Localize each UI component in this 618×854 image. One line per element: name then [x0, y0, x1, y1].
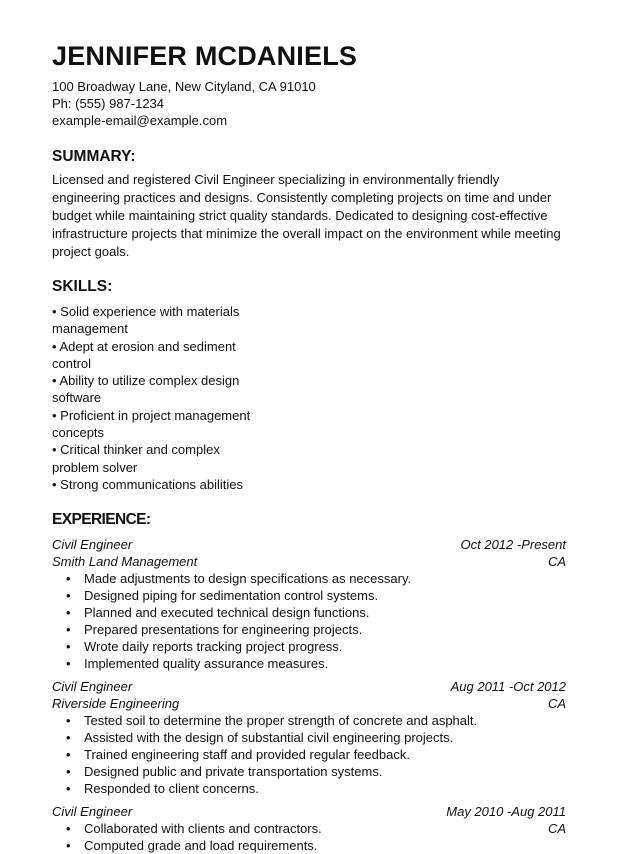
- job-duties: [52, 712, 566, 797]
- job-location: CA: [547, 696, 566, 712]
- phone: Ph: (555) 987-1234: [52, 96, 165, 111]
- job-duty: • Designed public and private transportation systems.: [66, 763, 566, 780]
- skill-item: • Critical thinker and complex problem solver: [52, 442, 220, 475]
- job-company: Riverside Engineering: [52, 696, 180, 712]
- job-entry: [52, 536, 566, 672]
- job-duty: • Wrote daily reports tracking project progress.: [66, 638, 566, 655]
- experience-list: [52, 536, 566, 854]
- job-duty: • Made adjustments to design specifications as necessary.: [66, 570, 566, 587]
- job-duty: • Collaborated with clients and contractors.: [66, 820, 566, 837]
- job-title: Civil Engineer: [52, 537, 133, 553]
- job-duty: • Computed grade and load requirements.: [66, 837, 566, 854]
- job-duty: • Prepared presentations for engineering projects.: [66, 621, 566, 638]
- job-entry: [52, 678, 566, 797]
- job-entry: [52, 803, 566, 854]
- job-dates: May 2010 -Aug 2011: [446, 804, 566, 820]
- skill-item: • Solid experience with materials management: [52, 304, 240, 337]
- job-duties: [52, 570, 566, 672]
- job-location: CA: [547, 821, 566, 837]
- summary-heading: SUMMARY:: [52, 148, 136, 165]
- address: 100 Broadway Lane, New Cityland, CA 91010: [52, 79, 316, 94]
- job-duty: • Assisted with the design of substantial civil engineering projects.: [66, 729, 566, 746]
- job-dates: Aug 2011 -Oct 2012: [450, 679, 566, 695]
- job-duty: • Tested soil to determine the proper strength of concrete and asphalt.: [66, 712, 566, 729]
- job-title: Civil Engineer: [52, 804, 133, 820]
- job-dates: Oct 2012 -Present: [460, 537, 566, 553]
- job-duty: • Designed piping for sedimentation control systems.: [66, 587, 566, 604]
- summary-text: Licensed and registered Civil Engineer specializing in environmentally friendly engineering practices and designs. Consistently completing projects on time and under budget while maintaining strict quality standards. Dedicated to designing cost-effective infrastructure projects that minimize the overall impact on the environment while meeting project goals.: [52, 172, 561, 259]
- job-duty: • Planned and executed technical design functions.: [66, 604, 566, 621]
- skills-list: [52, 303, 566, 493]
- candidate-name: JENNIFER MCDANIELS: [52, 41, 358, 71]
- email: example-email@example.com: [52, 113, 228, 128]
- skill-item: • Strong communications abilities: [52, 476, 243, 492]
- job-title: Civil Engineer: [52, 679, 133, 695]
- job-duty: • Responded to client concerns.: [66, 780, 566, 797]
- job-duty: • Implemented quality assurance measures.: [66, 655, 566, 672]
- skills-heading: SKILLS:: [52, 278, 113, 295]
- job-location: CA: [547, 554, 566, 570]
- skill-item: • Adept at erosion and sediment control: [52, 338, 236, 371]
- experience-heading: EXPERIENCE:: [52, 511, 151, 529]
- job-company: Smith Land Management: [52, 554, 198, 570]
- job-duty: • Trained engineering staff and provided regular feedback.: [66, 746, 566, 763]
- skill-item: • Ability to utilize complex design software: [52, 373, 240, 406]
- skill-item: • Proficient in project management concepts: [52, 407, 251, 441]
- job-duties: [52, 820, 566, 854]
